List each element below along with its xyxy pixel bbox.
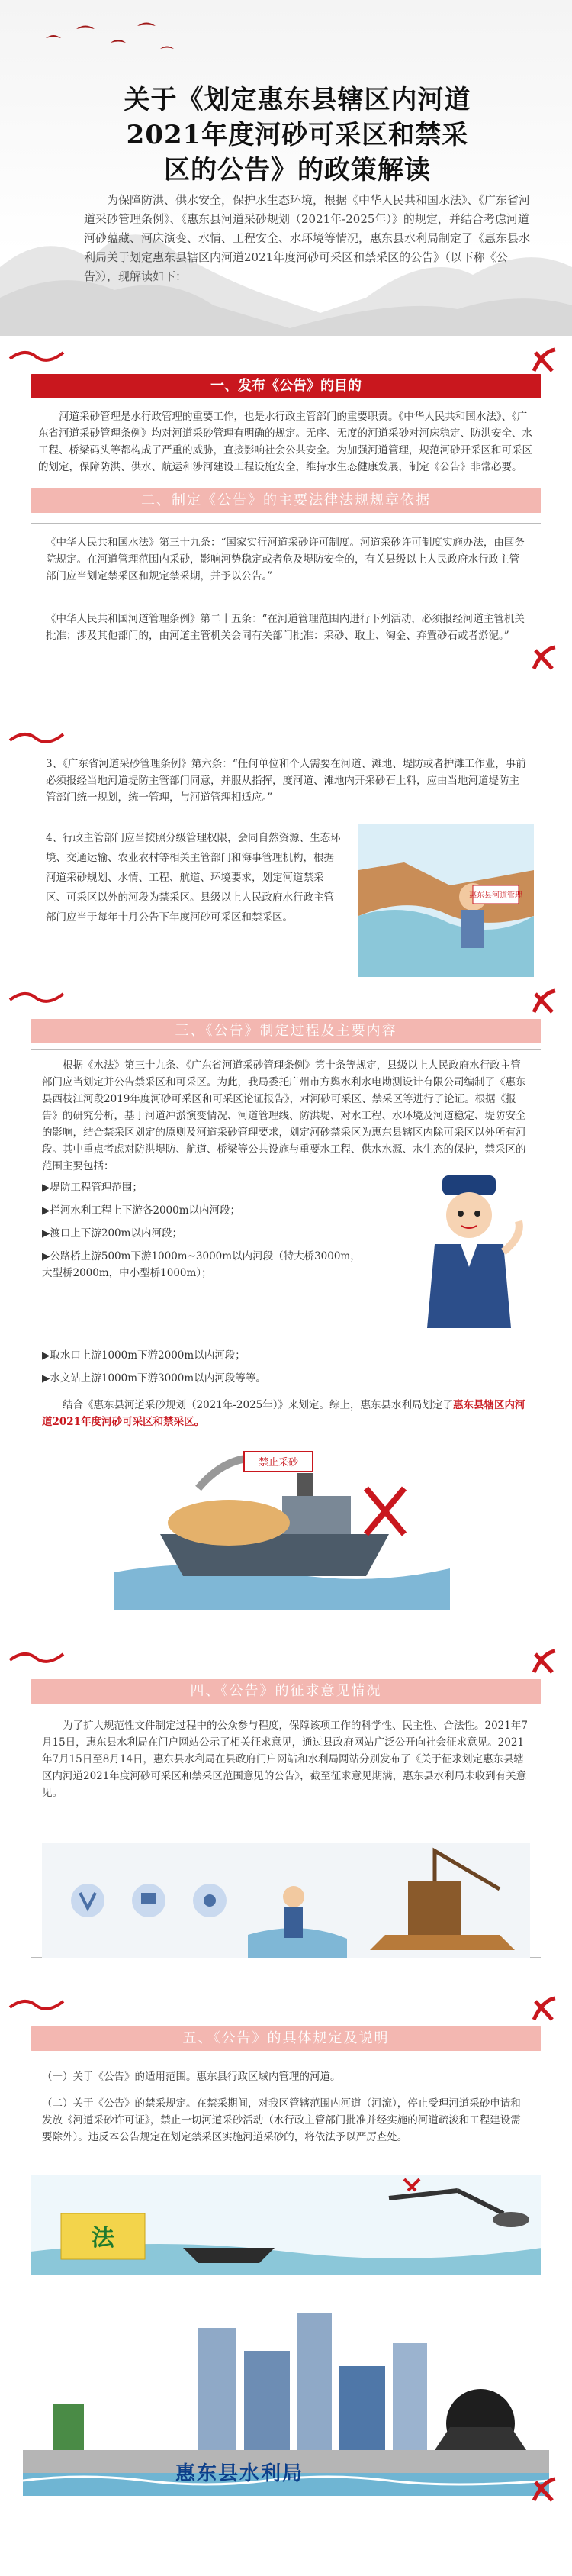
barrier-text: 禁止采砂 — [258, 1456, 299, 1468]
party-emblem-icon — [526, 2473, 561, 2508]
intro-paragraph: 为保障防洪、供水安全，保护水生态环境，根据《中华人民共和国水法》、《广东省河道采砂管理条例》、《惠东县河道采砂规划（2021年-2025年）》的规定，并结合考虑河道河砂蕴藏、河床演变、水情、工程安全、水环境等情况，惠东县水利局制定了《惠东县水利局关于划定惠东县辖区内河道2021年度河砂可采区和禁采区的公告》（以下称《公告》），现解读如下： — [84, 193, 531, 283]
section-2-item-2: 《中华人民共和国河道管理条例》第二十五条：“在河道管理范围内进行下列活动，必须报经河道主管机关批准；涉及其他部门的，由河道主管机关会同有关部门批准：采砂、取土、淘金、弃置砂石或者淤泥。” — [46, 613, 525, 642]
brush-stroke-icon — [6, 985, 67, 1008]
section-3-heading: 三、《公告》制定过程及主要内容 — [31, 1019, 541, 1043]
bird-flock-decoration — [31, 15, 183, 69]
brush-stroke-icon — [6, 1645, 67, 1668]
section-process — [0, 985, 572, 1641]
conclusion-text: 结合《惠东县河道采砂规划（2021年-2025年）》来划定。综上，惠东县水利局划定了 — [63, 1399, 454, 1411]
section-4-heading: 四、《公告》的征求意见情况 — [31, 1679, 541, 1704]
party-emblem-icon — [526, 985, 561, 1020]
section-1-body: 河道采砂管理是水行政管理的重要工作，也是水行政主管部门的重要职责。《中华人民共和国水法》、《广东省河道采砂管理条例》均对河道采砂管理有明确的规定。无序、无度的河道采砂对河床稳定、防洪安全、水工程、桥梁码头等都构成了严重的威胁，直接影响社会公共安全。为加强河道管理，规范河砂开采区和可采区的划定，保障防洪、供水、航运和涉河建设工程设施安全，维持水生态健康发展，制定《公告》非常必要。 — [38, 411, 532, 473]
section-2-heading: 二、制定《公告》的主要法律法规规章依据 — [31, 488, 541, 513]
party-emblem-icon — [526, 641, 561, 676]
organization-name: 惠东县水利局 — [175, 2462, 304, 2485]
section-3-list-4: ▶公路桥上游500m下游1000m~3000m以内河段（特大桥3000m，大型桥2000m，中小型桥1000m）； — [42, 1250, 361, 1279]
section-2-item-1: 《中华人民共和国水法》第三十九条：“国家实行河道采砂许可制度。河道采砂许可制度实施办法，由国务院规定。在河道管理范围内采砂，影响河势稳定或者危及堤防安全的，有关县级以上人民政府水行政主管部门应当划定禁采区和规定禁采期，并予以公告。” — [46, 537, 525, 582]
badge-text: 惠东县河道管理 — [469, 891, 522, 900]
section-consultation — [0, 1645, 572, 1996]
page-title — [92, 82, 503, 188]
section-3-list-2: ▶拦河水利工程上下游各2000m以内河段； — [42, 1204, 241, 1217]
consultation-illustration — [42, 1843, 530, 1958]
party-emblem-icon — [526, 1645, 561, 1680]
section-3-list-5: ▶取水口上游1000m下游2000m以内河段； — [42, 1349, 246, 1362]
section-2-item-4: 4、行政主管部门应当按照分级管理权限，会同自然资源、生态环境、交通运输、农业农村等相关主管部门和海事管理机构，根据河道采砂规划、水情、工程、航道、环境要求，划定河道禁采区、可采区以外的河段为禁采区。县级以上人民政府水行政主管部门应当于每年十月公告下年度河砂可采区和禁采区。 — [46, 832, 341, 924]
officer-cartoon-illustration — [412, 1175, 526, 1336]
section-4-body: 为了扩大规范性文件制定过程中的公众参与程度，保障该项工作的科学性、民主性、合法性。2021年7月15日，惠东县水利局在门户网站公示了相关征求意见，通过县政府网站广泛公开向社会征求意见。2021年7月15日至8月14日，惠东县水利局在县政府门户网站和水利局网站分别发布了《关于征求划定惠东县辖区内河道2021年度河砂可采区和禁采区范围意见的公告》，截至征求意见期满，惠东县水利局未收到有关意见。 — [42, 1720, 528, 1799]
section-5-item-2: （二）关于《公告》的禁采规定。在禁采期间，对我区管辖范围内河道（河流），停止受理河道采砂申请和发放《河道采砂许可证》，禁止一切河道采砂活动（水行政主管部门批准并经实施的河道疏浚和工程建设需要除外）。违反本公告规定在划定禁采区实施河道采砂的，将依法予以严厉查处。 — [42, 2097, 521, 2143]
section-provisions — [0, 1992, 572, 2576]
brush-stroke-icon — [6, 725, 67, 748]
river-flood-illustration — [358, 824, 534, 977]
law-text: 法 — [92, 2225, 114, 2252]
page-header — [0, 0, 572, 336]
section-3-list-1: ▶堤防工程管理范围； — [42, 1182, 143, 1194]
title-line-1: 关于《划定惠东县辖区内河道 — [124, 85, 471, 115]
section-5-item-1: （一）关于《公告》的适用范围。惠东县行政区域内管理的河道。 — [42, 2071, 341, 2083]
section-5-heading: 五、《公告》的具体规定及说明 — [31, 2026, 541, 2051]
brush-stroke-icon — [6, 1992, 67, 2015]
law-enforcement-illustration — [31, 2175, 541, 2275]
illegal-dredging-boat-illustration — [114, 1443, 450, 1610]
section-2-item-3: 3、《广东省河道采砂管理条例》第六条：“任何单位和个人需要在河道、滩地、堤防或者护滩工作业，事前必须报经当地河道堤防主管部门同意，并服从指挥，度河道、滩地内开采砂石土料，应由当地河道堤防主管部门统一规划，统一管理，与河道管理相适应。” — [46, 758, 526, 804]
section-legal-basis-continued — [0, 725, 572, 977]
section-3-body: 根据《水法》第三十九条、《广东省河道采砂管理条例》第十条等规定，县级以上人民政府水行政主管部门应当划定并公告禁采区和可采区。为此，我局委托广州市方舆水利水电勘测设计有限公司编制了《惠东县西枝江河段2019年度河砂可采区和可采区论证报告》，对河砂可采区、禁采区等进行了论证。根据《报告》的研究分析，基于河道冲淤演变情况、河道管理线、防洪堤、对水工程、水环境及河道稳定、堤防安全的影响，结合禁采区划定的原则及河道采砂管理要求，划定河砂禁采区为惠东县辖区内除可采区以外所有河段。其中重点考虑对防洪堤防、航道、桥梁等公共设施与重要水工程、供水水源、水生态的保护，禁采区的范围主要包括： — [42, 1059, 526, 1172]
brush-stroke-icon — [6, 343, 67, 366]
section-3-list-3: ▶渡口上下游200m以内河段； — [42, 1227, 182, 1240]
conclusion-highlight: 惠东县辖区内河道2021年度河砂可采区和禁采区。 — [42, 1399, 525, 1428]
section-1-heading: 一、发布《公告》的目的 — [31, 374, 541, 398]
section-3-list-6: ▶水文站上游1000m下游3000m以内河段等等。 — [42, 1372, 266, 1385]
party-emblem-icon — [526, 1992, 561, 2027]
title-line-2: 2021年度河砂可采区和禁采 — [126, 120, 469, 150]
title-line-3: 区的公告》的政策解读 — [164, 155, 431, 185]
section-3-conclusion — [42, 1397, 530, 1430]
